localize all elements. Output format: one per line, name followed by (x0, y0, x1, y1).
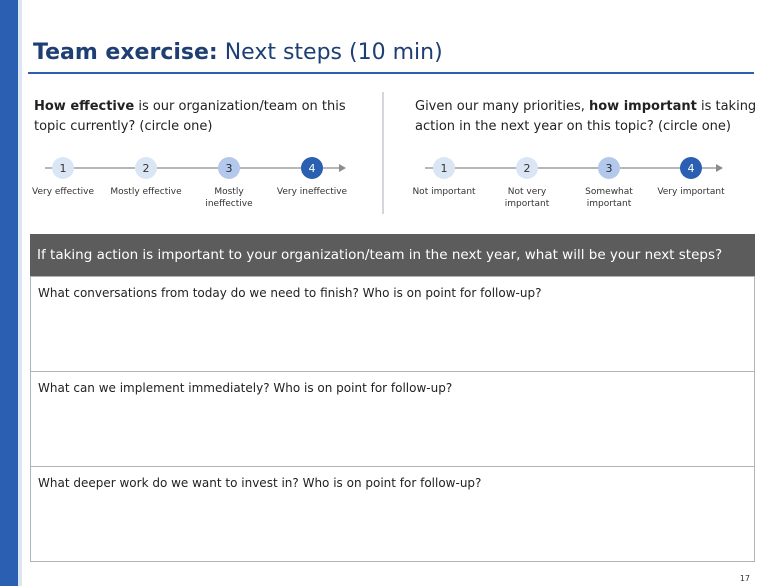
effectiveness-option-1-label: Very effective (32, 187, 94, 197)
importance-scale (425, 157, 723, 179)
page-title-bold: Team exercise: (33, 40, 218, 65)
effectiveness-option-1-number: 1 (59, 162, 67, 175)
effectiveness-scale (45, 157, 346, 179)
importance-arrow-icon (716, 164, 723, 172)
effectiveness-option-4-label: Very ineffective (276, 187, 348, 197)
effectiveness-option-3-number: 3 (225, 162, 233, 175)
importance-option-3-label: Somewhat important (585, 187, 633, 209)
effectiveness-option-2-number: 2 (142, 162, 150, 175)
implement-response-box[interactable] (30, 371, 755, 467)
page-number: 17 (739, 574, 750, 583)
deeper-work-prompt: What deeper work do we want to invest in? Who is on point for follow-up? (38, 476, 482, 490)
effectiveness-option-2-label: Mostly effective (110, 187, 182, 197)
importance-option-2-number: 2 (523, 162, 531, 175)
effectiveness-question-bold: How effective (34, 99, 135, 114)
importance-option-1-number: 1 (440, 162, 448, 175)
importance-question-pre: Given our many priorities, (415, 99, 585, 114)
effectiveness-option-4-number: 4 (308, 162, 316, 175)
page-title-rest: Next steps (10 min) (224, 40, 443, 65)
importance-question-bold: how important (589, 99, 697, 114)
deeper-work-response-box[interactable] (30, 466, 755, 562)
conversations-prompt: What conversations from today do we need to finish? Who is on point for follow-up? (38, 286, 542, 300)
effectiveness-question-rest: is our organization/team on this topic currently? (circle one) (34, 99, 346, 134)
importance-option-2-label: Not very important (504, 187, 550, 209)
importance-option-1-label: Not important (412, 187, 476, 197)
importance-question-rest: is taking action in the next year on this topic? (circle one) (415, 99, 757, 134)
importance-option-4-label: Very important (657, 187, 725, 197)
importance-option-3-number: 3 (605, 162, 613, 175)
effectiveness-option-3-label: Mostly ineffective (205, 187, 253, 209)
importance-option-4-number: 4 (687, 162, 695, 175)
next-steps-banner: If taking action is important to your organization/team in the next year, what will be your next steps? (30, 234, 755, 276)
effectiveness-arrow-icon (339, 164, 346, 172)
conversations-response-box[interactable] (30, 276, 755, 372)
implement-prompt: What can we implement immediately? Who is on point for follow-up? (38, 381, 453, 395)
